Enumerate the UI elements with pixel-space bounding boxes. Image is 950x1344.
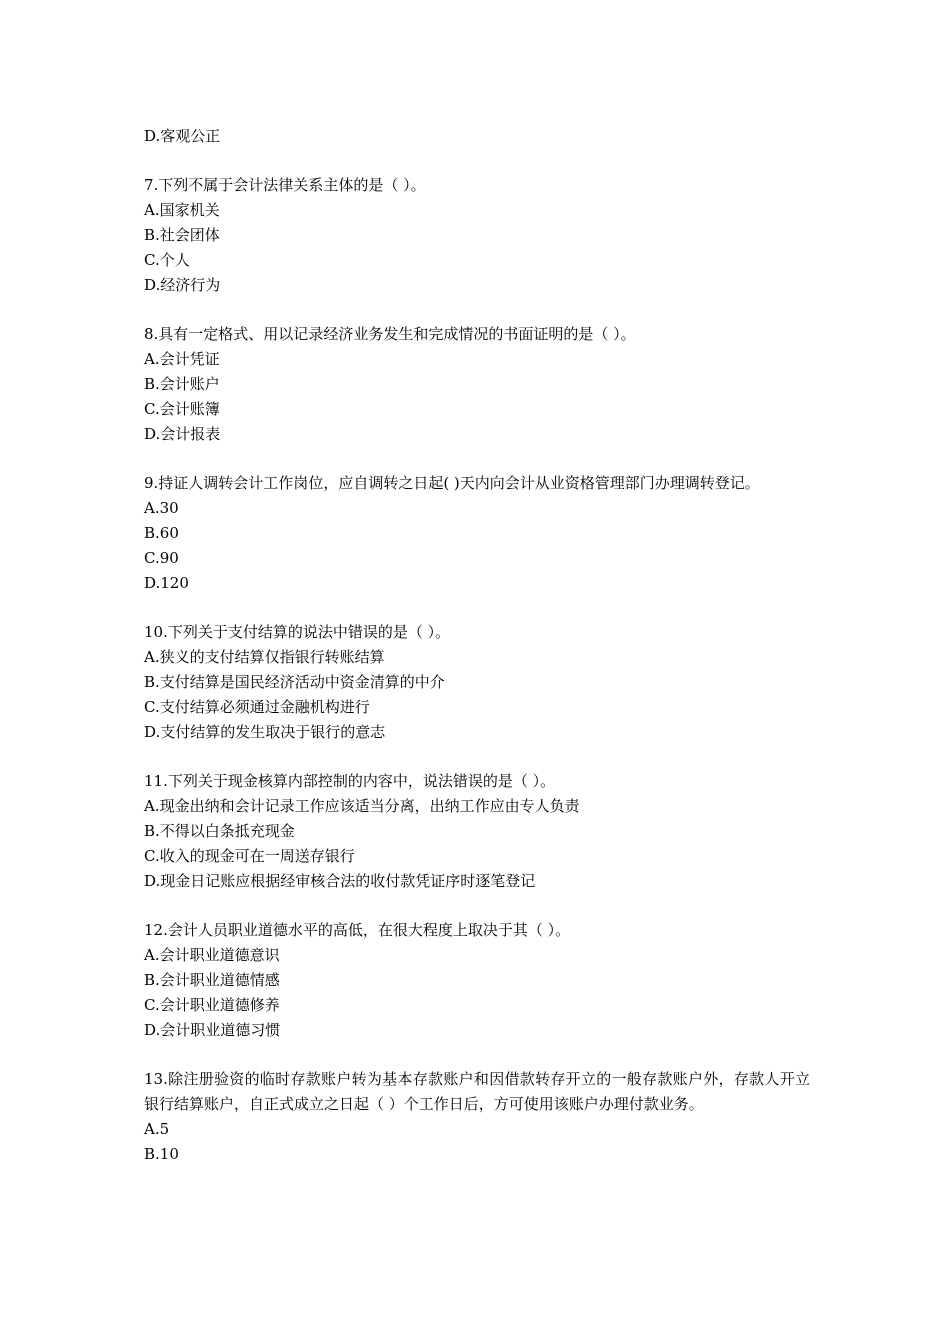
option-text: D.会计职业道德习惯 bbox=[144, 1021, 281, 1039]
option-text: A.会计凭证 bbox=[144, 350, 220, 368]
option-text: B.会计职业道德情感 bbox=[144, 971, 280, 989]
option-text: A.30 bbox=[144, 499, 179, 517]
question-stem: 11.下列关于现金核算内部控制的内容中，说法错误的是（ ）。 bbox=[144, 772, 556, 790]
spacer bbox=[144, 596, 810, 620]
option-text: A.狭义的支付结算仅指银行转账结算 bbox=[144, 648, 385, 666]
question-block bbox=[144, 173, 810, 298]
option-text: C.90 bbox=[144, 549, 179, 567]
question-block bbox=[144, 769, 810, 894]
spacer bbox=[144, 1043, 810, 1067]
option-text: B.60 bbox=[144, 524, 179, 542]
spacer bbox=[144, 447, 810, 471]
spacer bbox=[144, 149, 810, 173]
question-stem: 12.会计人员职业道德水平的高低，在很大程度上取决于其（ ）。 bbox=[144, 921, 571, 939]
option-text: A.现金出纳和会计记录工作应该适当分离，出纳工作应由专人负责 bbox=[144, 797, 580, 815]
option-text: D.现金日记账应根据经审核合法的收付款凭证序时逐笔登记 bbox=[144, 872, 536, 890]
document-page bbox=[144, 124, 810, 1167]
option-text: B.10 bbox=[144, 1145, 179, 1163]
option-text: A.国家机关 bbox=[144, 201, 220, 219]
option-text: D.120 bbox=[144, 574, 189, 592]
option-text: C.会计账簿 bbox=[144, 400, 220, 418]
option-text: A.5 bbox=[144, 1120, 170, 1138]
option-text: B.不得以白条抵充现金 bbox=[144, 822, 295, 840]
option-text: B.会计账户 bbox=[144, 375, 220, 393]
option-text: D.支付结算的发生取决于银行的意志 bbox=[144, 723, 386, 741]
question-stem: 8.具有一定格式、用以记录经济业务发生和完成情况的书面证明的是（ ）。 bbox=[144, 325, 636, 343]
question-block bbox=[144, 620, 810, 745]
spacer bbox=[144, 298, 810, 322]
option-text: B.支付结算是国民经济活动中资金清算的中介 bbox=[144, 673, 445, 691]
spacer bbox=[144, 745, 810, 769]
question-block bbox=[144, 471, 810, 596]
option-text: C.收入的现金可在一周送存银行 bbox=[144, 847, 355, 865]
question-block bbox=[144, 1067, 810, 1167]
question-stem: 9.持证人调转会计工作岗位，应自调转之日起( )天内向会计从业资格管理部门办理调转登记。 bbox=[144, 474, 760, 492]
question-stem: 10.下列关于支付结算的说法中错误的是（ ）。 bbox=[144, 623, 451, 641]
option-text: A.会计职业道德意识 bbox=[144, 946, 280, 964]
option-text: D.会计报表 bbox=[144, 425, 221, 443]
question-stem: 7.下列不属于会计法律关系主体的是（ ）。 bbox=[144, 176, 426, 194]
option-text: C.支付结算必须通过金融机构进行 bbox=[144, 698, 370, 716]
question-stem: 13.除注册验资的临时存款账户转为基本存款账户和因借款转存开立的一般存款账户外，存款人开立银行结算账户，自正式成立之日起（ ）个工作日后，方可使用该账户办理付款业务。 bbox=[144, 1070, 810, 1113]
option-text: D.客观公正 bbox=[144, 127, 221, 145]
question-block bbox=[144, 322, 810, 447]
spacer bbox=[144, 894, 810, 918]
option-text: D.经济行为 bbox=[144, 276, 221, 294]
option-text: C.个人 bbox=[144, 251, 190, 269]
option-text: C.会计职业道德修养 bbox=[144, 996, 280, 1014]
option-text: B.社会团体 bbox=[144, 226, 220, 244]
question-block bbox=[144, 918, 810, 1043]
